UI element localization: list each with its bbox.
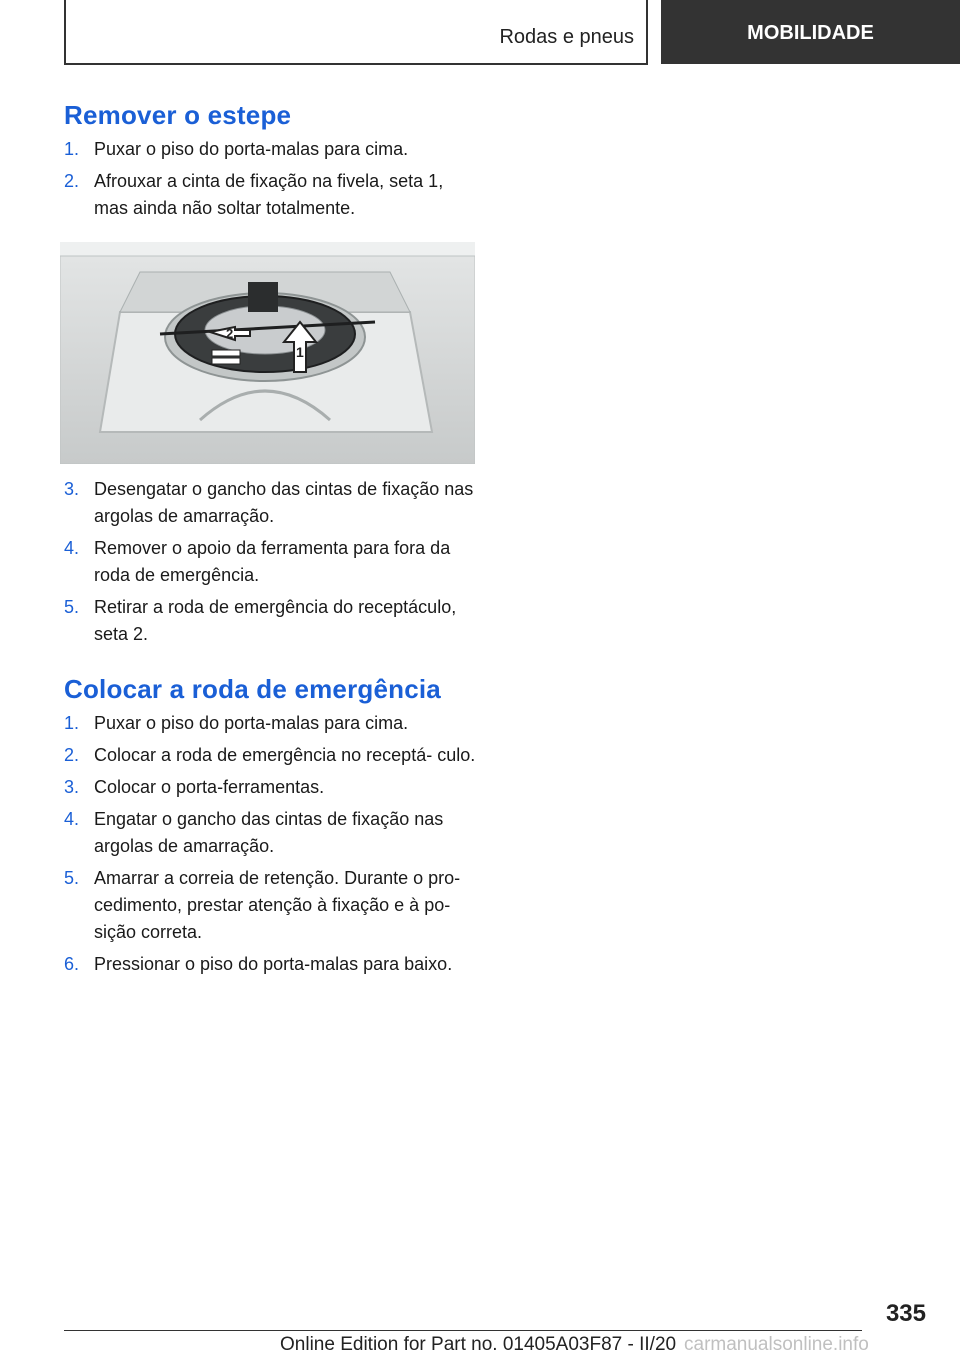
step-number: 4.: [64, 809, 80, 829]
header-left-rule: [64, 0, 66, 64]
step-number: 1.: [64, 713, 80, 733]
list-item: [64, 535, 479, 589]
section-title-remove-spare: Remover o estepe: [64, 100, 292, 130]
steps-list-remove-a: [64, 136, 479, 222]
list-item: [64, 742, 479, 769]
list-item: [64, 806, 479, 860]
step-number: 2.: [64, 745, 80, 765]
list-item: [64, 774, 479, 801]
step-text: Puxar o piso do porta-malas para cima.: [94, 139, 409, 159]
steps-list-remove-b: [64, 476, 479, 648]
step-number: 2.: [64, 171, 80, 191]
list-item: [64, 865, 479, 946]
header-section-title: Rodas e pneus: [499, 26, 634, 48]
list-item: [64, 951, 479, 978]
watermark-text: carmanualsonline.info: [684, 1334, 869, 1355]
list-item: [64, 710, 479, 737]
step-text: Afrouxar a cinta de fixação na fivela, seta 1, mas ainda não soltar totalmente.: [94, 171, 444, 218]
spare-wheel-figure: [60, 242, 475, 464]
trunk-illustration: [60, 242, 475, 464]
page-number: 335: [885, 1300, 926, 1327]
step-text: Pressionar o piso do porta-malas para baixo.: [94, 954, 453, 974]
step-text: Desengatar o gancho das cintas de fixação nas argolas de amarração.: [94, 479, 474, 526]
step-text: Colocar a roda de emergência no receptá‐ culo.: [94, 745, 476, 765]
arrow-label-1: 1: [296, 344, 304, 360]
header-bottom-rule: [64, 63, 648, 65]
step-number: 3.: [64, 777, 80, 797]
step-number: 5.: [64, 868, 80, 888]
footer-edition: Online Edition for Part no. 01405A03F87 - II/20: [280, 1334, 677, 1355]
step-text: Colocar o porta-ferramentas.: [94, 777, 325, 797]
list-item: [64, 136, 479, 163]
step-text: Puxar o piso do porta-malas para cima.: [94, 713, 409, 733]
footer-rule: [64, 1330, 862, 1331]
list-item: [64, 594, 479, 648]
section-title-install-spare: Colocar a roda de emergência: [64, 674, 441, 704]
arrow-label-2: 2: [226, 326, 234, 341]
step-number: 1.: [64, 139, 80, 159]
step-text: Retirar a roda de emergência do receptáculo, seta 2.: [94, 597, 457, 644]
step-number: 3.: [64, 479, 80, 499]
header-chapter-tab: MOBILIDADE: [661, 0, 960, 64]
step-text: Remover o apoio da ferramenta para fora da roda de emergência.: [94, 538, 451, 585]
steps-list-install: [64, 710, 479, 978]
step-text: Amarrar a correia de retenção. Durante o pro‐ cedimento, prestar atenção à fixação e à po‐ sição correta.: [94, 868, 461, 942]
list-item: [64, 168, 479, 222]
main-content: [64, 100, 479, 978]
step-number: 4.: [64, 538, 80, 558]
step-text: Engatar o gancho das cintas de fixação nas argolas de amarração.: [94, 809, 444, 856]
step-number: 6.: [64, 954, 80, 974]
list-item: [64, 476, 479, 530]
header-separator: [646, 0, 648, 64]
step-number: 5.: [64, 597, 80, 617]
